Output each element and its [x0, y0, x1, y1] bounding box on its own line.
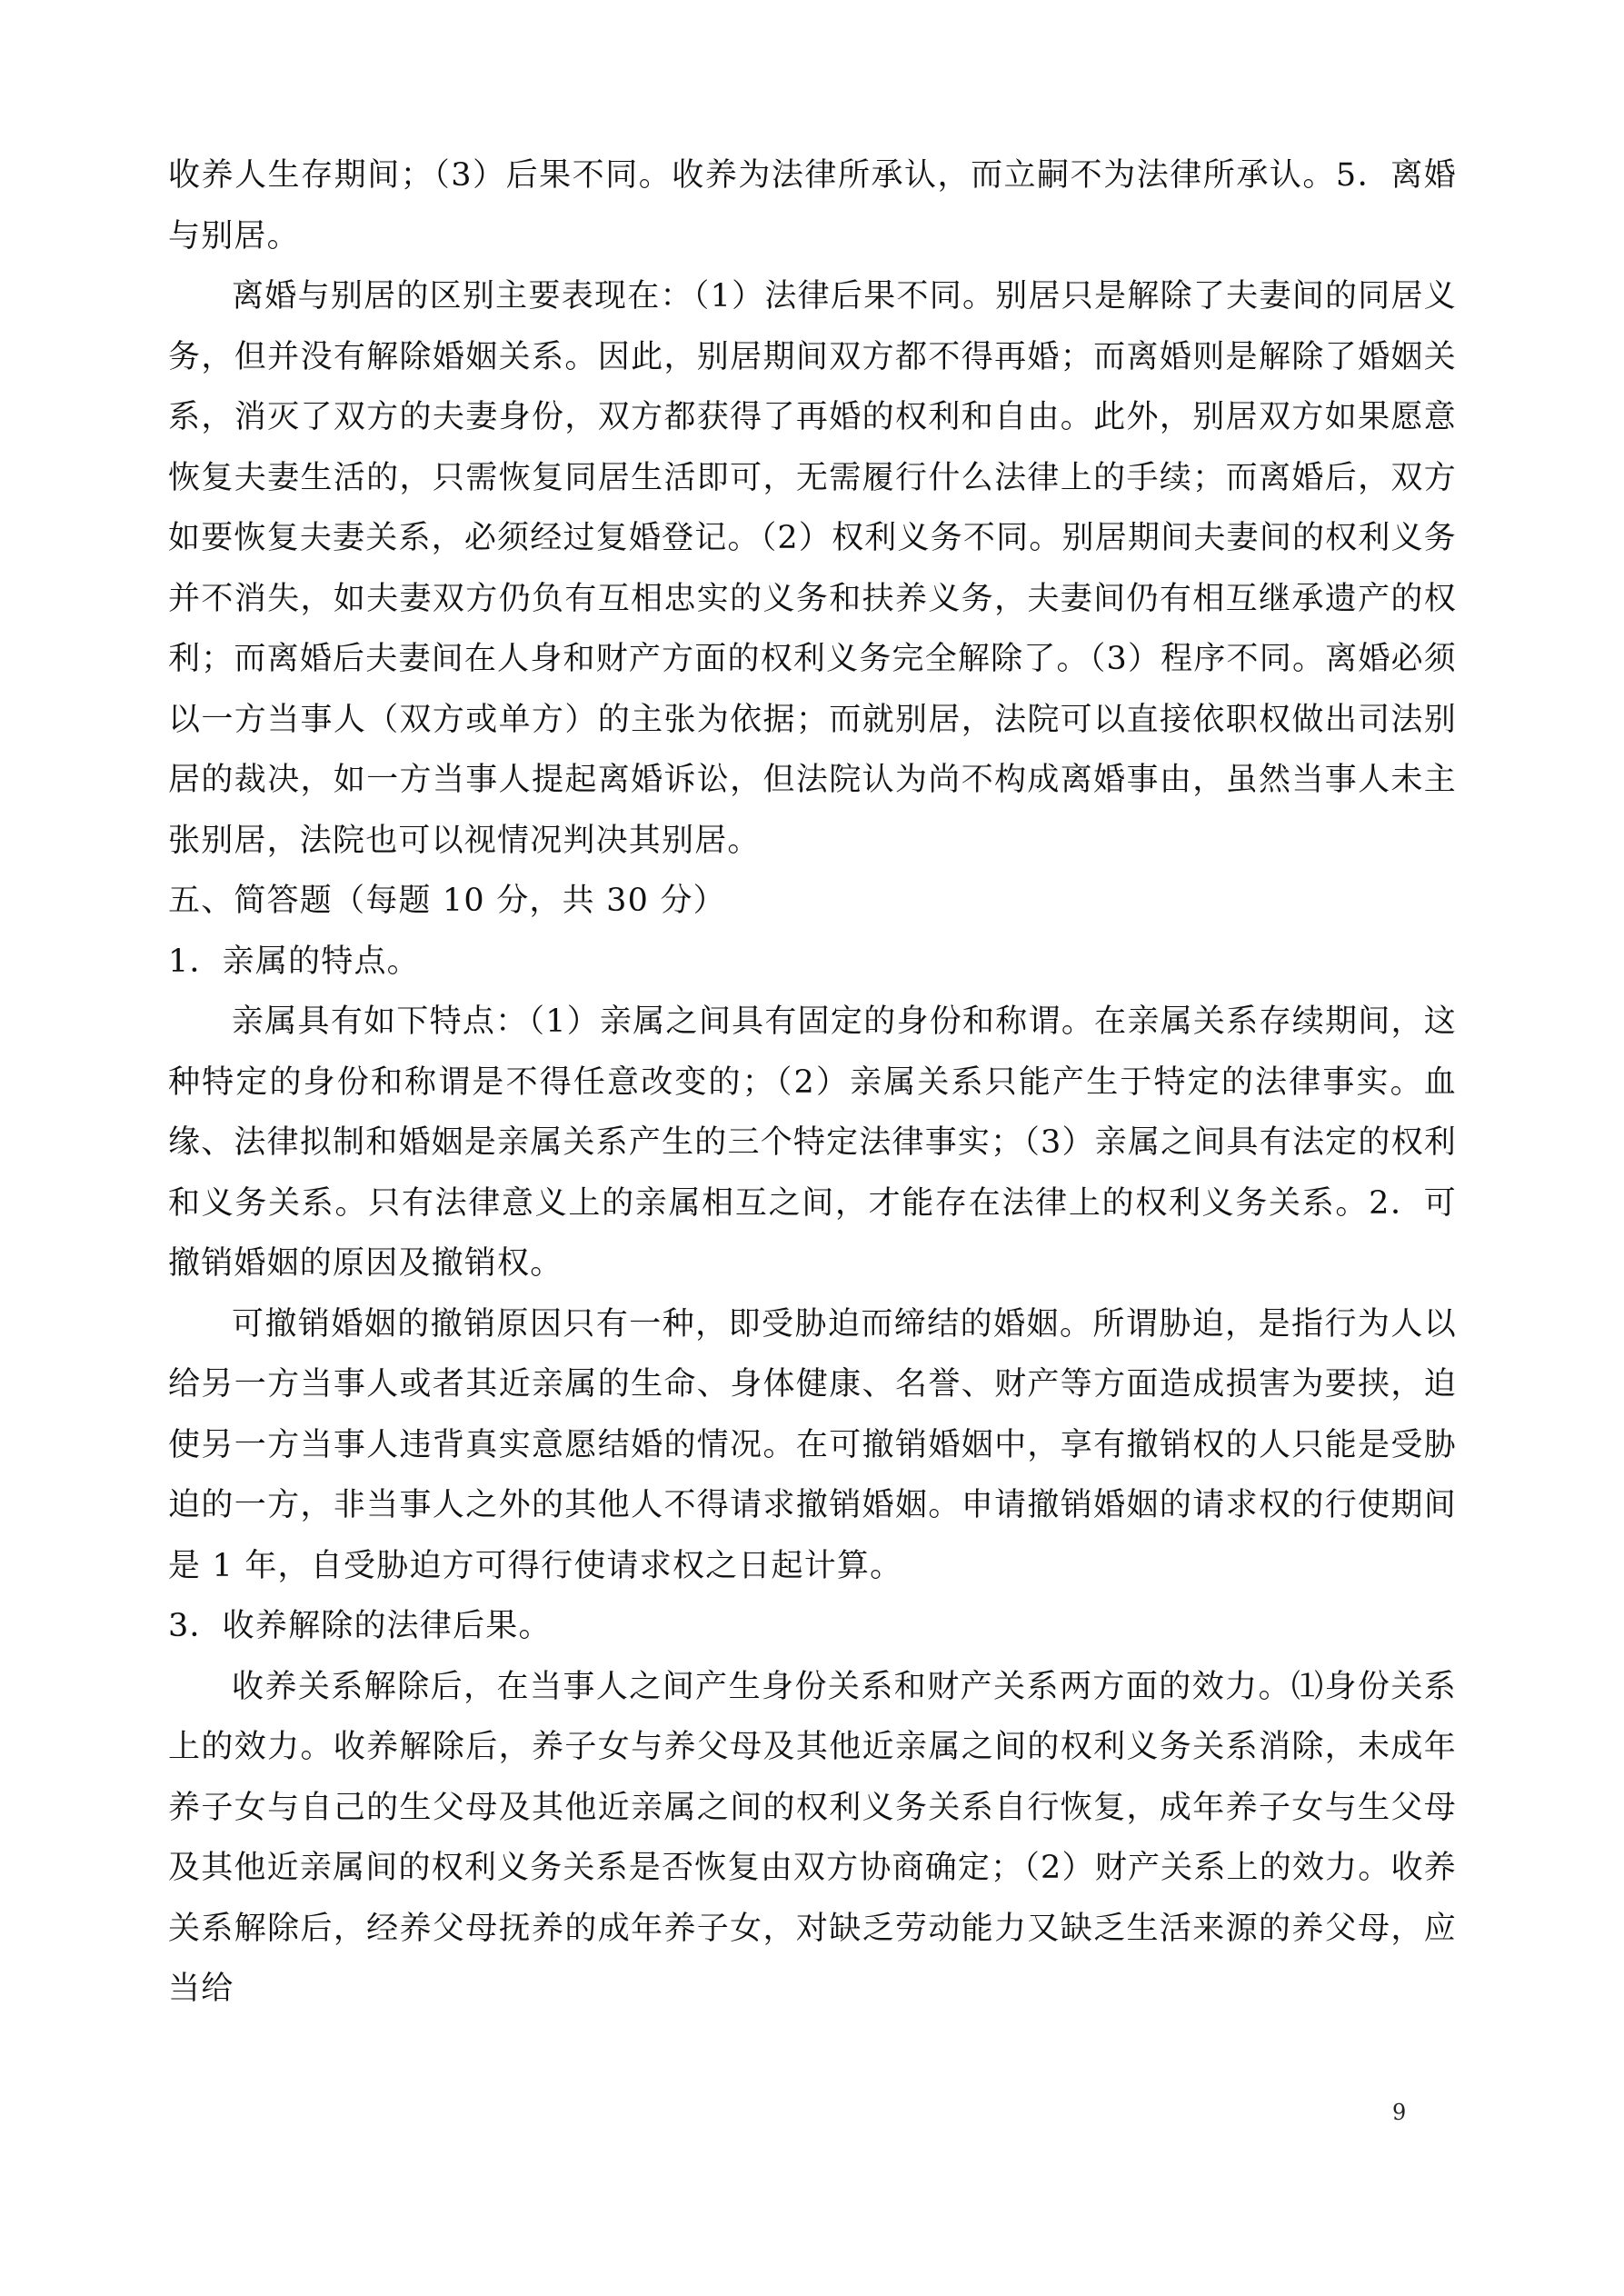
- paragraph-kinship-features: 亲属具有如下特点：（1）亲属之间具有固定的身份和称谓。在亲属关系存续期间，这种特定的身份和称谓是不得任意改变的；（2）亲属关系只能产生于特定的法律事实。血缘、法律拟制和婚姻是亲属关系产生的三个特定法律事实；（3）亲属之间具有法定的权利和义务关系。只有法律意义上的亲属相互之间，才能存在法律上的权利义务关系。2．可撤销婚姻的原因及撤销权。: [168, 1003, 1457, 1282]
- question-heading-adoption-dissolution: 3．收养解除的法律后果。: [168, 1608, 552, 1644]
- section-heading-short-answer: 五、简答题（每题 10 分，共 30 分）: [168, 883, 726, 919]
- paragraph-adoption-dissolution: 收养关系解除后，在当事人之间产生身份关系和财产关系两方面的效力。⑴身份关系上的效力。收养解除后，养子女与养父母及其他近亲属之间的权利义务关系消除，未成年养子女与自己的生父母及其他近亲属之间的权利义务关系自行恢复，成年养子女与生父母及其他近亲属间的权利义务关系是否恢复由双方协商确定；（2）财产关系上的效力。收养关系解除后，经养父母抚养的成年养子女，对缺乏劳动能力又缺乏生活来源的养父母，应当给: [168, 1668, 1457, 2007]
- document-page: [168, 145, 1457, 2020]
- paragraph-continuation: 收养人生存期间；（3）后果不同。收养为法律所承认，而立嗣不为法律所承认。5．离婚与别居。: [168, 157, 1457, 255]
- paragraph-divorce-separation: 离婚与别居的区别主要表现在：（1）法律后果不同。别居只是解除了夫妻间的同居义务，但并没有解除婚姻关系。因此，别居期间双方都不得再婚；而离婚则是解除了婚姻关系，消灭了双方的夫妻身份，双方都获得了再婚的权利和自由。此外，别居双方如果愿意恢复夫妻生活的，只需恢复同居生活即可，无需履行什么法律上的手续；而离婚后，双方如要恢复夫妻关系，必须经过复婚登记。（2）权利义务不同。别居期间夫妻间的权利义务并不消失，如夫妻双方仍负有互相忠实的义务和扶养义务，夫妻间仍有相互继承遗产的权利；而离婚后夫妻间在人身和财产方面的权利义务完全解除了。（3）程序不同。离婚必须以一方当事人（双方或单方）的主张为依据；而就别居，法院可以直接依职权做出司法别居的裁决，如一方当事人提起离婚诉讼，但法院认为尚不构成离婚事由，虽然当事人未主张别居，法院也可以视情况判决其别居。: [168, 278, 1457, 859]
- question-heading-kinship-features: 1．亲属的特点。: [168, 943, 420, 980]
- page-number: 9: [1392, 2100, 1407, 2125]
- paragraph-voidable-marriage: 可撤销婚姻的撤销原因只有一种，即受胁迫而缔结的婚姻。所谓胁迫，是指行为人以给另一方当事人或者其近亲属的生命、身体健康、名誉、财产等方面造成损害为要挟，迫使另一方当事人违背真实意愿结婚的情况。在可撤销婚姻中，享有撤销权的人只能是受胁迫的一方，非当事人之外的其他人不得请求撤销婚姻。申请撤销婚姻的请求权的行使期间是 1 年，自受胁迫方可得行使请求权之日起计算。: [168, 1305, 1457, 1584]
